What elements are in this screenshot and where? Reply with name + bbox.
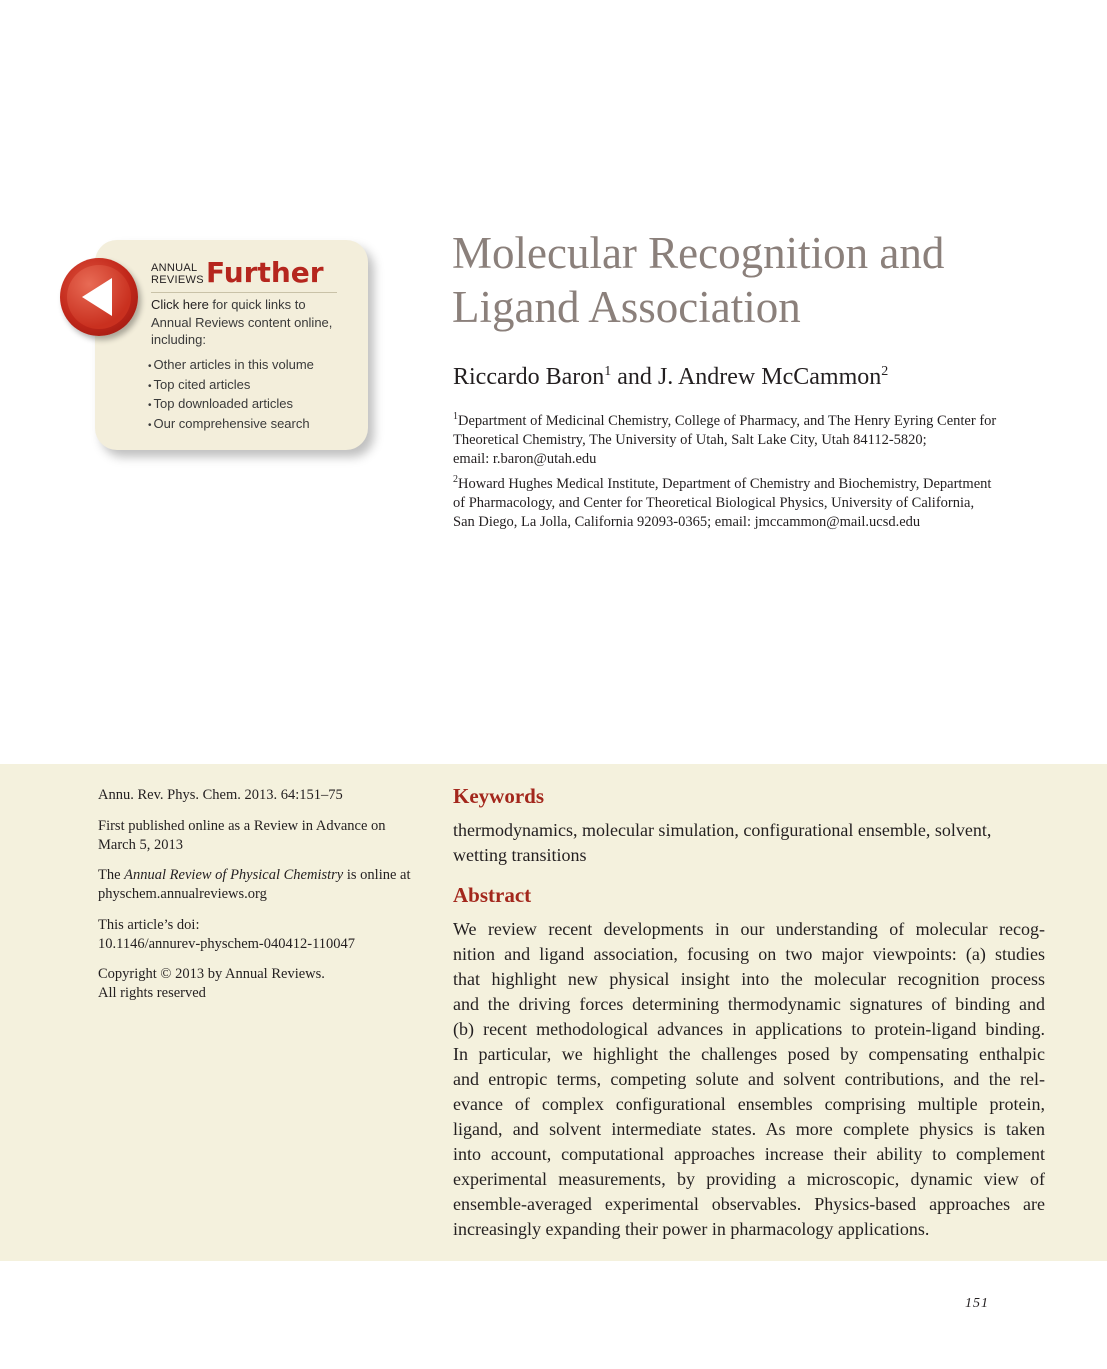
further-link-item[interactable]: • Top downloaded articles: [148, 395, 314, 415]
abstract-line: and the driving forces determining thermodynamic signatures of binding and: [453, 994, 1045, 1014]
online-info: The Annual Review of Physical Chemistry is online at physchem.annualreviews.org: [98, 866, 428, 904]
affiliation-1: $^1$Department of Medicinal Chemistry, College of Pharmacy, and The Henry Eyring Center for Theoretical Chemistry, The University of Utah, Salt Lake City, Utah 84112-5820; email: r.baron@utah.edu: [453, 411, 997, 467]
affiliation-2: $^2$Howard Hughes Medical Institute, Department of Chemistry and Biochemistry, Department of Pharmacology, and Center for Theoretical Biological Physics, University of California, San Diego, La Jolla, California 92093-0365; email: jmccammon@mail.ucsd.edu: [453, 474, 992, 530]
further-link-item[interactable]: • Other articles in this volume: [148, 356, 314, 376]
author-name: Riccardo Baron: [453, 364, 605, 390]
keywords-heading: Keywords: [453, 784, 544, 808]
further-divider: [151, 292, 337, 293]
abstract-line: (b) recent methodological advances in applications to protein-ligand binding.: [453, 1019, 1045, 1039]
doi-info: This article’s doi: 10.1146/annurev-physchem-040412-110047: [98, 916, 428, 954]
further-link-item[interactable]: • Our comprehensive search: [148, 415, 314, 435]
copyright-info: Copyright © 2013 by Annual Reviews. All rights reserved: [98, 966, 325, 1001]
abstract-line: In particular, we highlight the challenges posed by compensating enthalpic: [453, 1044, 1045, 1064]
abstract-line: increasingly expanding their power in pharmacology applications.: [453, 1219, 930, 1239]
abstract-line: evance of complex configurational ensembles comprising multiple protein,: [453, 1094, 1045, 1114]
further-links: [148, 356, 314, 434]
journal-url-link[interactable]: physchem.annualreviews.org: [98, 886, 267, 902]
abstract-line: We review recent developments in our understanding of molecular recog-: [453, 919, 1045, 939]
abstract-line: ligand, and solvent intermediate states. As more complete physics is taken: [453, 1119, 1045, 1139]
author-list: Riccardo Baron$^1$ and J. Andrew McCammon$^2$: [453, 364, 889, 390]
article-title: Molecular Recognition and Ligand Association: [452, 228, 945, 332]
abstract-line: that highlight new physical insight into the molecular recognition process: [453, 969, 1045, 989]
further-link-item[interactable]: • Top cited articles: [148, 376, 314, 396]
further-description: Click here for quick links to Annual Reviews content online, including:: [151, 297, 333, 347]
click-here-link[interactable]: Click here: [151, 297, 209, 312]
published-info: First published online as a Review in Advance on March 5, 2013: [98, 818, 386, 853]
back-arrow-icon[interactable]: [60, 258, 138, 336]
page-number: 151: [965, 1296, 989, 1311]
abstract-text: [453, 917, 1045, 1242]
further-heading: Further: [206, 256, 324, 289]
annual-reviews-logo: ANNUAL REVIEWS: [151, 262, 204, 286]
doi-link[interactable]: 10.1146/annurev-physchem-040412-110047: [98, 936, 356, 952]
abstract-line: and entropic terms, competing solute and solvent contributions, and the rel-: [453, 1069, 1045, 1089]
author-name: J. Andrew McCammon: [657, 364, 882, 390]
abstract-heading: Abstract: [453, 883, 532, 907]
abstract-line: nition and ligand association, focusing on two major viewpoints: (a) studies: [453, 944, 1045, 964]
abstract-line: experimental measurements, by providing a microscopic, dynamic view of: [453, 1169, 1045, 1189]
abstract-line: ensemble-averaged experimental observables. Physics-based approaches are: [453, 1194, 1045, 1214]
keywords-text: thermodynamics, molecular simulation, configurational ensemble, solvent, wetting transitions: [453, 820, 992, 865]
abstract-line: into account, computational approaches increase their ability to complement: [453, 1144, 1045, 1164]
citation: Annu. Rev. Phys. Chem. 2013. 64:151–75: [98, 787, 343, 803]
